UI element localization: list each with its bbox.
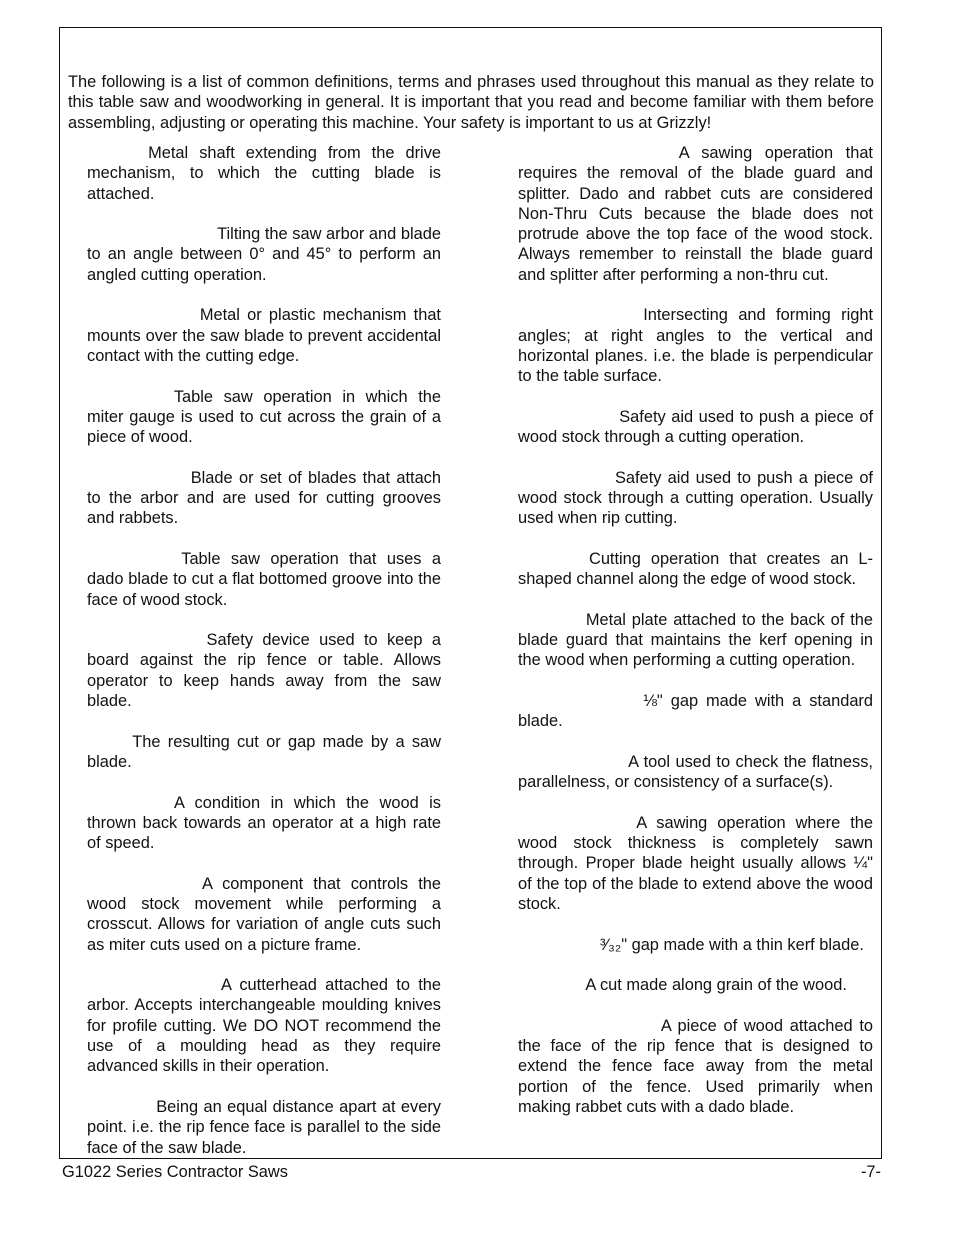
term-definition: Table saw operation in which the miter gauge is used to cut across the grain of a piece of wood. (87, 387, 441, 447)
definition-item (518, 143, 873, 285)
definition-item (518, 691, 873, 732)
term-name (87, 976, 214, 994)
term-definition: Safety device used to keep a board against the rip fence or table. Allows operator to keep hands away from the saw blade. (87, 631, 441, 711)
term-name (87, 306, 193, 324)
definition-item (518, 752, 873, 793)
term-definition: Being an equal distance apart at every point. i.e. the rip fence face is parallel to the side face of the saw blade. (87, 1097, 441, 1157)
term-definition: Cutting operation that creates an L-shaped channel along the edge of wood stock. (518, 549, 873, 589)
term-name (87, 550, 171, 568)
definition-item (87, 630, 441, 711)
term-name (87, 144, 137, 162)
term-definition: A cut made along grain of the wood. (585, 976, 847, 995)
term-name (518, 408, 614, 426)
term-name (87, 388, 164, 406)
term-definition: Metal or plastic mechanism that mounts over the saw blade to prevent accidental contact with the cutting edge. (87, 306, 441, 365)
term-name (87, 225, 213, 243)
definition-item (87, 549, 441, 610)
term-definition: The resulting cut or gap made by a saw blade. (87, 732, 441, 771)
definition-item (518, 549, 873, 590)
definition-item (87, 305, 441, 366)
term-name (518, 611, 580, 629)
footer-page-number: -7- (860, 1163, 881, 1181)
definition-item (87, 224, 441, 285)
intro-paragraph: The following is a list of common definitions, terms and phrases used throughout this manual as they relate to this table saw and woodworking in general. It is important that you read and become familiar with them before assembling, adjusting or operating this machine. Your safety is important to us at Grizzly! (68, 73, 874, 132)
term-definition: Safety aid used to push a piece of wood stock through a cutting operation. (518, 407, 873, 447)
term-name (87, 469, 184, 487)
right-definitions-column (518, 143, 873, 1138)
term-definition: Tilting the saw arbor and blade to an angle between 0° and 45° to perform an angled cutting operation. (87, 225, 441, 284)
term-definition: A component that controls the wood stock movement while performing a crosscut. Allows for variation of angle cuts such as miter cuts used on a picture frame. (87, 874, 441, 954)
definition-item (87, 387, 441, 448)
term-definition: Safety aid used to push a piece of wood stock through a cutting operation. Usually used when rip cutting. (518, 468, 873, 528)
term-definition: A sawing operation that requires the removal of the blade guard and splitter. Dado and rabbet cuts are considered Non-Thru Cuts because the blade does not protrude above the top face of the wood stock. Always remember to reinstall the blade guard and splitter after performing a non-thru cut. (518, 144, 873, 284)
term-name (518, 814, 627, 832)
term-name (518, 936, 595, 954)
term-definition: A piece of wood attached to the face of the rip fence that is designed to extend the fence face away from the metal portion of the fence. Used primarily when making rabbet cuts with a dado blade. (518, 1016, 873, 1116)
definition-item (518, 610, 873, 671)
definition-item (518, 975, 873, 995)
term-definition: A tool used to check the flatness, parallelness, or consistency of a surface(s). (518, 752, 873, 792)
definition-item (87, 793, 441, 854)
term-definition: Metal shaft extending from the drive mechanism, to which the cutting blade is attached. (87, 144, 442, 203)
term-name (87, 733, 125, 751)
definition-item (518, 407, 873, 448)
term-definition: ⅛" gap made with a standard blade. (518, 692, 874, 731)
term-name (518, 753, 624, 771)
definition-item (87, 732, 441, 773)
definition-item (518, 468, 873, 529)
term-definition: A condition in which the wood is thrown back towards an operator at a high rate of speed. (87, 793, 441, 853)
left-definitions-column (87, 143, 441, 1178)
term-definition: Table saw operation that uses a dado blade to cut a flat bottomed groove into the face of wood stock. (87, 549, 441, 609)
definition-item (87, 975, 441, 1076)
term-definition: Intersecting and forming right angles; at right angles to the vertical and horizontal planes. i.e. the blade is perpendicular to the table surface. (518, 306, 873, 386)
term-name (518, 469, 609, 487)
term-name (87, 875, 193, 893)
term-name (518, 144, 667, 162)
term-definition: ³⁄₃₂" gap made with a thin kerf blade. (599, 935, 864, 954)
definition-item (87, 143, 441, 204)
definition-item (518, 305, 873, 386)
term-name (518, 1017, 655, 1035)
footer-manual-title: G1022 Series Contractor Saws (62, 1163, 288, 1181)
term-definition: Metal plate attached to the back of the blade guard that maintains the kerf opening in the wood when performing a cutting operation. (518, 610, 873, 670)
definition-item (87, 1097, 441, 1158)
term-definition: A cutterhead attached to the arbor. Accepts interchangeable moulding knives for profile cutting. We DO NOT recommend the use of a moulding head as they require advanced skills in their operation. (87, 976, 441, 1076)
definition-item (518, 813, 873, 914)
term-definition: Blade or set of blades that attach to the arbor and are used for cutting grooves and rabbets. (87, 468, 441, 528)
term-name (518, 306, 633, 324)
definition-item (518, 1016, 873, 1117)
term-name (87, 1098, 151, 1116)
term-name (87, 631, 197, 649)
term-name (518, 550, 579, 568)
definition-item (87, 874, 441, 955)
term-definition: A sawing operation where the wood stock thickness is completely sawn through. Proper blade height usually allows ¼" of the top of the blade to extend above the wood stock. (518, 813, 873, 913)
term-name (518, 692, 635, 710)
term-name (87, 794, 164, 812)
term-name (518, 976, 582, 994)
definition-item (518, 935, 873, 955)
definition-item (87, 468, 441, 529)
